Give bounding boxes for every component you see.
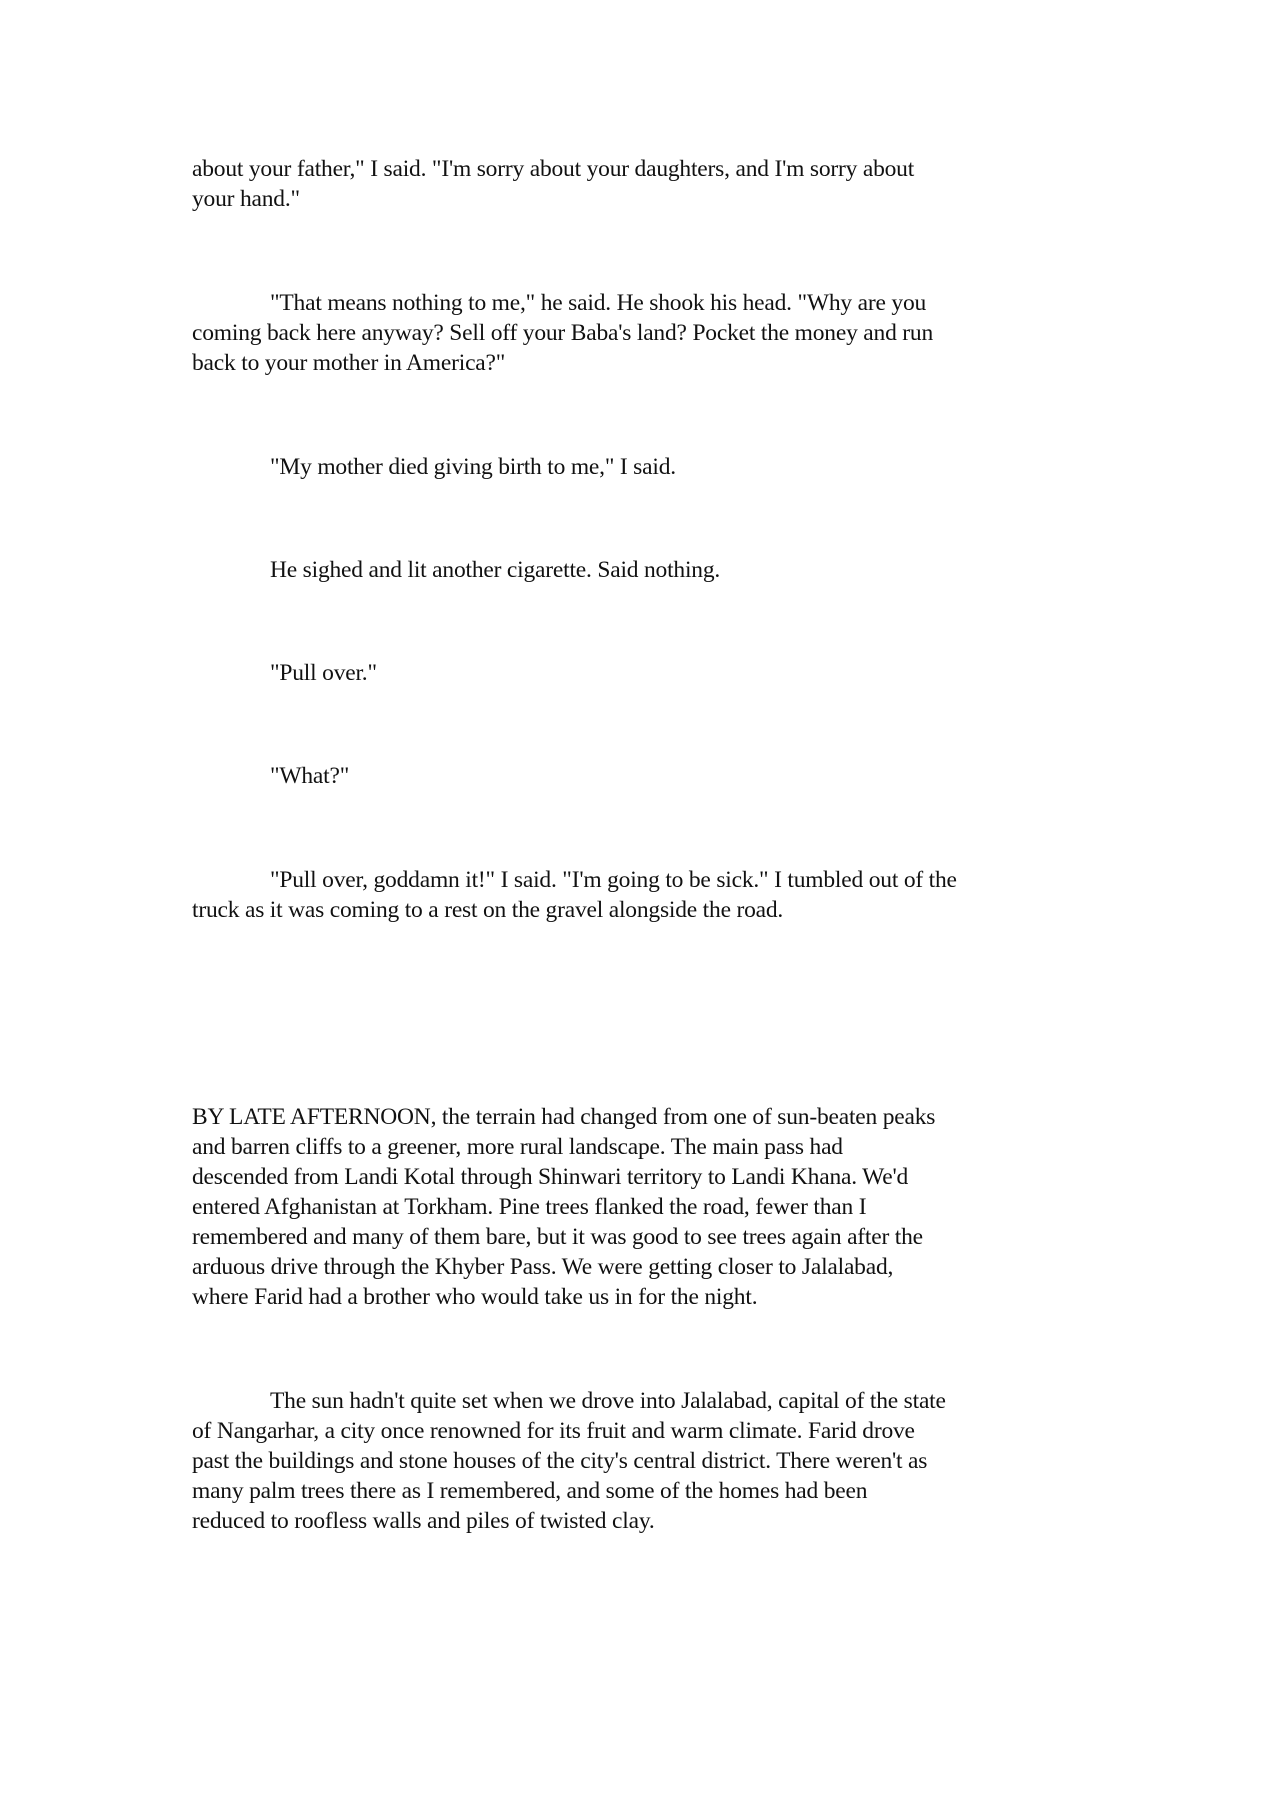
text-line: arduous drive through the Khyber Pass. We were getting closer to Jalalabad, — [192, 1254, 894, 1280]
text-line: descended from Landi Kotal through Shinwari territory to Landi Khana. We'd — [192, 1164, 909, 1190]
paragraph — [192, 452, 1082, 482]
text-line: where Farid had a brother who would take us in for the night. — [192, 1284, 758, 1310]
text-line: past the buildings and stone houses of the city's central district. There weren't as — [192, 1448, 928, 1474]
text-line: and barren cliffs to a greener, more rural landscape. The main pass had — [192, 1134, 843, 1160]
text-line: your hand." — [192, 186, 300, 212]
text-line: "My mother died giving birth to me," I said. — [270, 454, 676, 480]
text-line: "What?" — [270, 763, 350, 789]
text-line: of Nangarhar, a city once renowned for its fruit and warm climate. Farid drove — [192, 1418, 915, 1444]
text-line: remembered and many of them bare, but it was good to see trees again after the — [192, 1224, 923, 1250]
text-line: many palm trees there as I remembered, and some of the homes had been — [192, 1478, 868, 1504]
text-line: about your father," I said. "I'm sorry about your daughters, and I'm sorry about — [192, 156, 915, 182]
paragraph — [192, 658, 1082, 688]
section-opening-paragraph — [192, 1102, 1082, 1312]
paragraph — [192, 1386, 1082, 1536]
text-line: "That means nothing to me," he said. He shook his head. "Why are you — [270, 290, 927, 316]
text-line: reduced to roofless walls and piles of twisted clay. — [192, 1508, 655, 1534]
paragraph — [192, 288, 1082, 378]
text-line: truck as it was coming to a rest on the gravel alongside the road. — [192, 897, 784, 923]
paragraph — [192, 865, 1082, 925]
text-line: entered Afghanistan at Torkham. Pine trees flanked the road, fewer than I — [192, 1194, 867, 1220]
paragraph — [192, 761, 1082, 791]
text-line: back to your mother in America?" — [192, 350, 506, 376]
text-line: He sighed and lit another cigarette. Said nothing. — [270, 557, 721, 583]
text-line: BY LATE AFTERNOON, the terrain had changed from one of sun-beaten peaks — [192, 1104, 936, 1130]
text-line: The sun hadn't quite set when we drove into Jalalabad, capital of the state — [270, 1388, 946, 1414]
paragraph — [192, 154, 1082, 214]
text-line: "Pull over." — [270, 660, 377, 686]
text-line: "Pull over, goddamn it!" I said. "I'm going to be sick." I tumbled out of the — [270, 867, 957, 893]
text-line: coming back here anyway? Sell off your Baba's land? Pocket the money and run — [192, 320, 934, 346]
paragraph — [192, 555, 1082, 585]
